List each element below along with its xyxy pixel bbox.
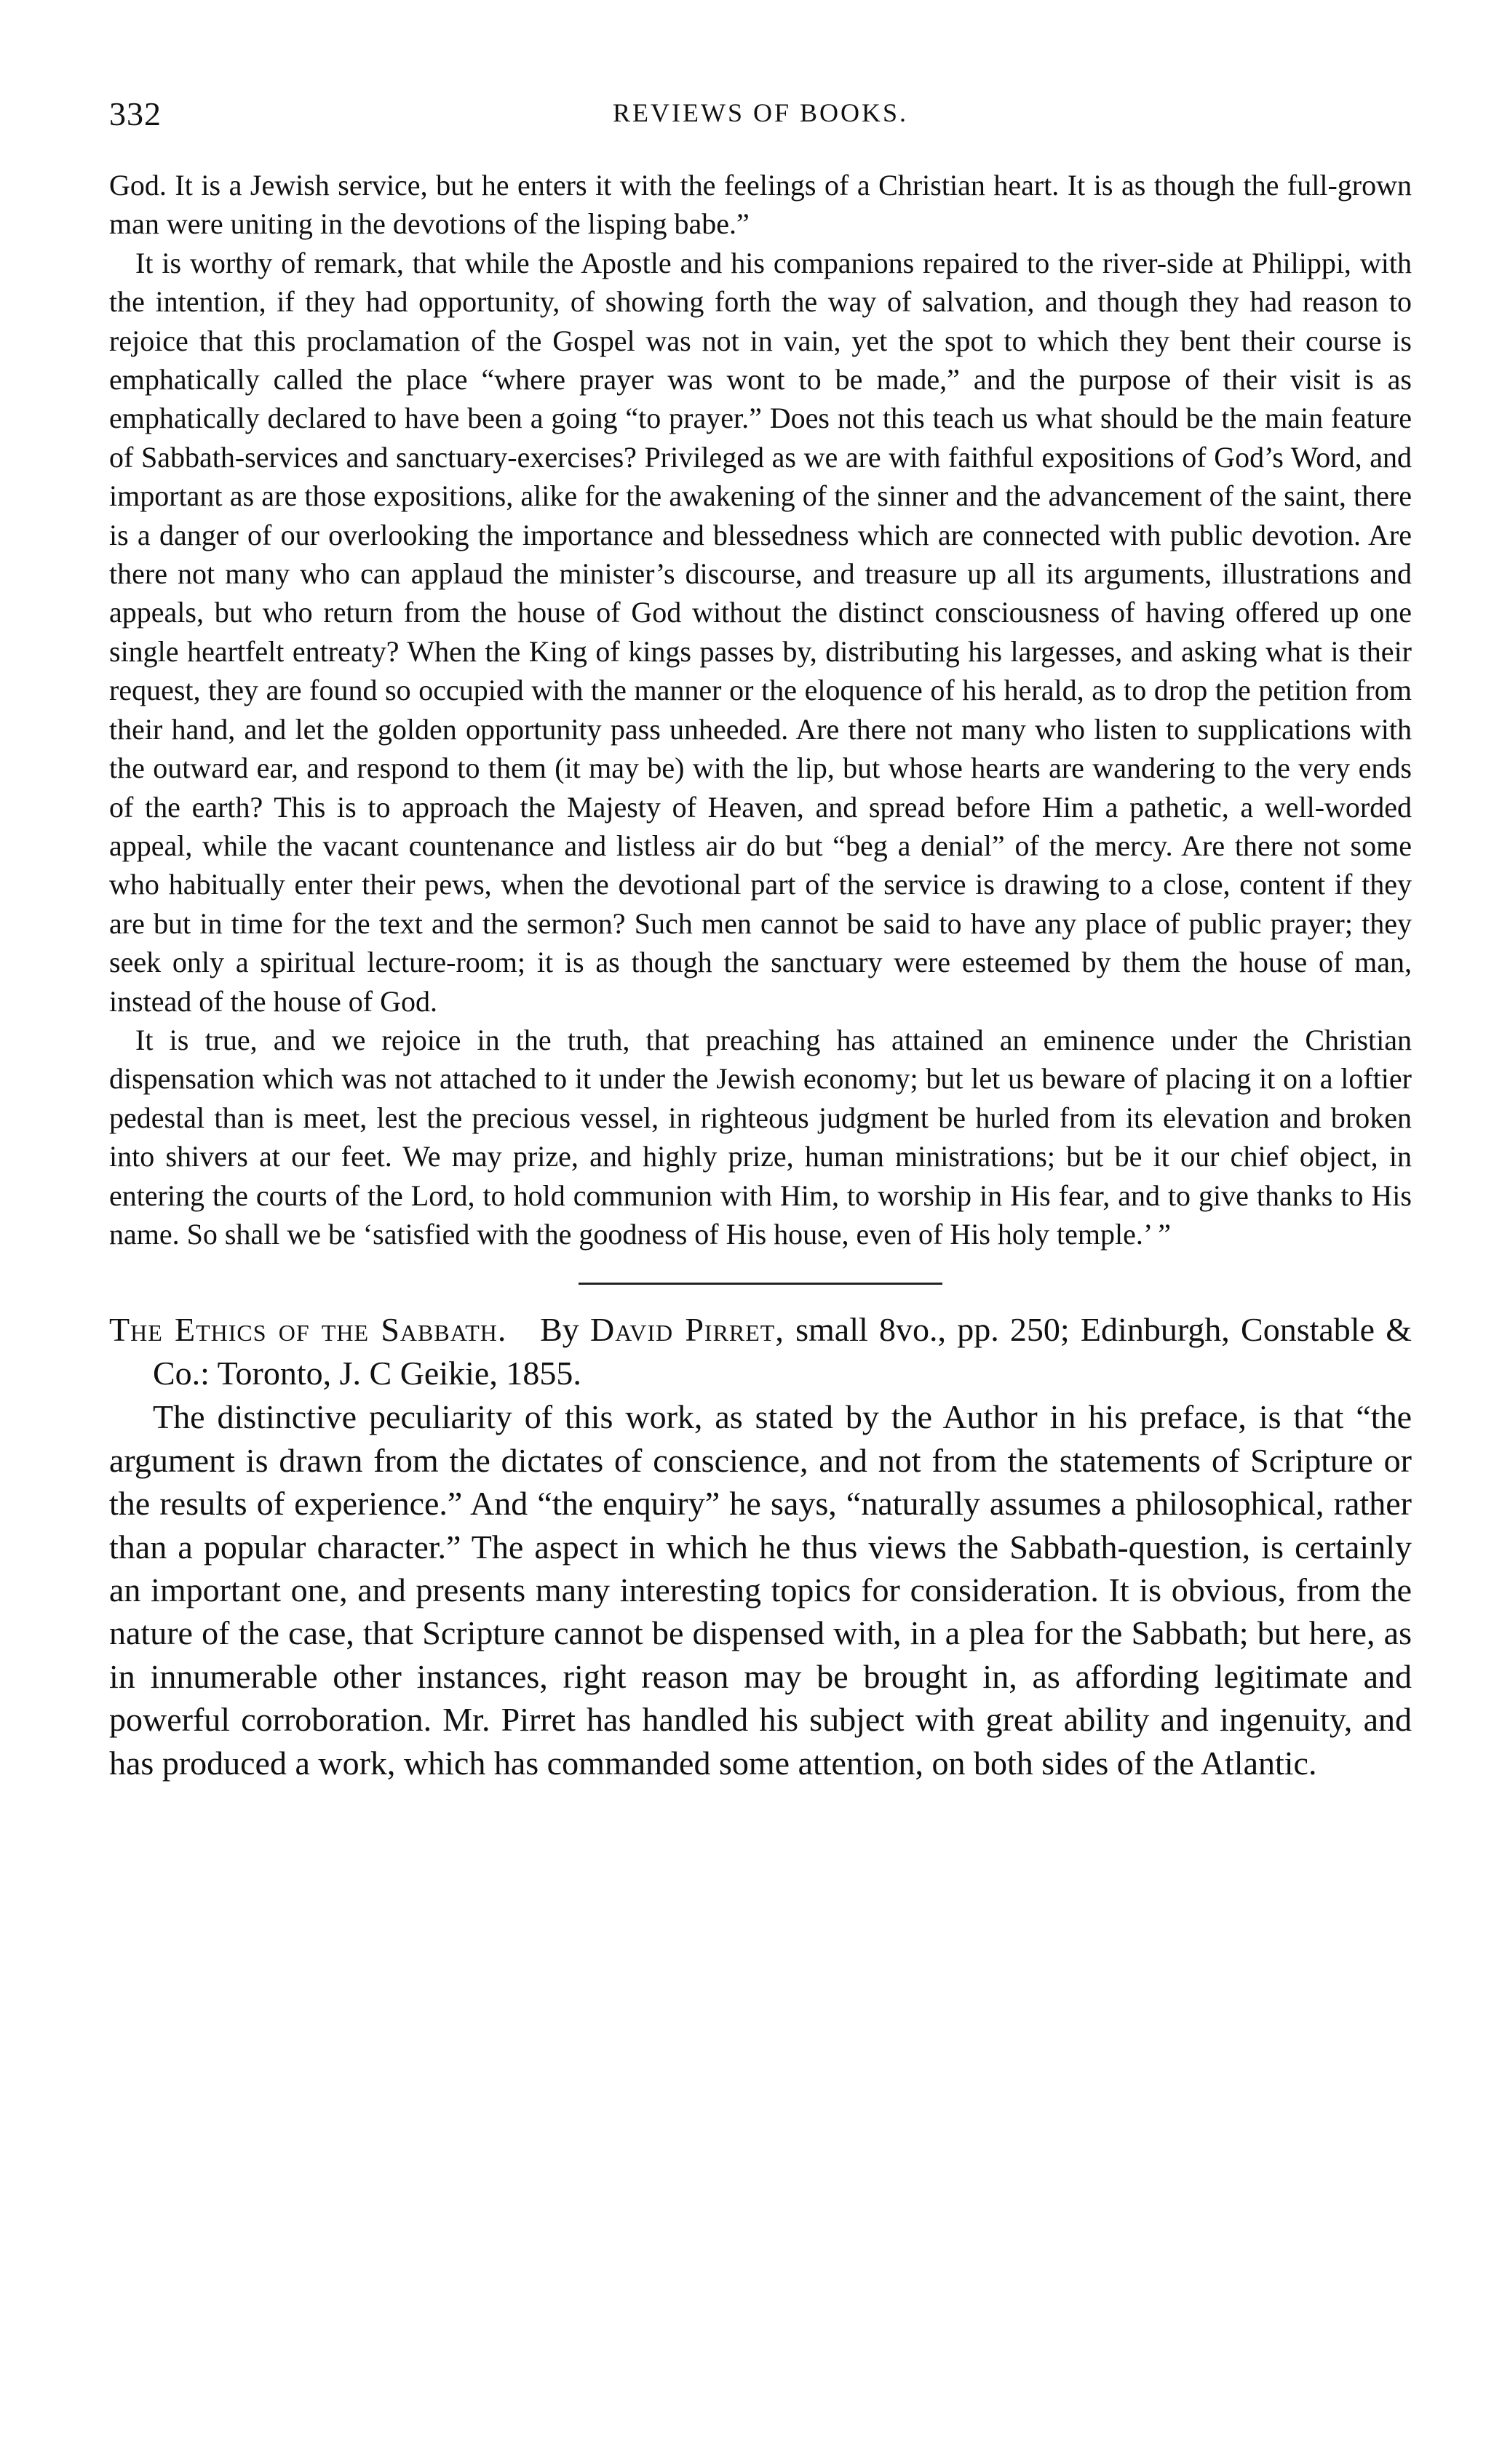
section-divider xyxy=(579,1283,942,1285)
book-author: David Pirret, xyxy=(590,1311,784,1349)
review-heading xyxy=(109,1308,1412,1395)
running-header xyxy=(109,95,1412,138)
quoted-paragraph: It is true, and we rejoice in the truth, that preaching has attained an eminence under the Christian dispensation which was not attached to it under the Jewish economy; but let us beware of placing it on a loftier pedestal than is meet, lest the precious vessel, in righteous judgment be hurled from its elevation and broken into shivers at our feet. We may prize, and highly prize, human ministrations; but be it our chief object, in entering the courts of the Lord, to hold communion with Him, to worship in His fear, and to give thanks to His name. So shall we be ‘satisfied with the goodness of His house, even of His holy temple.’ ” xyxy=(109,1023,1412,1251)
quoted-passage xyxy=(109,166,1412,1253)
quoted-paragraph: It is worthy of remark, that while the Apostle and his companions repaired to the river-side at Philippi, with the intention, if they had opportunity, of showing forth the way of salvation, and though they had reason to rejoice that this proclamation of the Gospel was not in vain, yet the spot to which they bent their course is emphatically called the place “where prayer was wont to be made,” and the purpose of their visit is as emphatically declared to have been a going “to prayer.” Does not this teach us what should be the main feature of Sabbath-services and sanctuary-exercises? Privileged as we are with faithful expositions of God’s Word, and important as are those expositions, alike for the awakening of the sinner and the advancement of the saint, there is a danger of our overlooking the importance and blessedness which are connected with public devotion. Are there not many who can applaud the minister’s discourse, and treasure up all its arguments, illustrations and appeals, but who return from the house of God without the distinct consciousness of having offered up one single heartfelt entreaty? When the King of kings passes by, distributing his largesses, and asking what is their request, they are found so occupied with the manner or the eloquence of his herald, as to drop the petition from their hand, and let the golden opportunity pass unheeded. Are there not many who listen to supplications with the outward ear, and respond to them (it may be) with the lip, but whose hearts are wandering to the very ends of the earth? This is to approach the Majesty of Heaven, and spread before Him a pathetic, a well-worded appeal, while the vacant countenance and listless air do but “beg a denial” of the mercy. Are there not some who habitually enter their pews, when the devotional part of the service is drawing to a close, content if they are but in time for the text and the sermon? Such men cannot be said to have any place of public prayer; they seek only a spiritual lecture-room; it is as though the sanctuary were esteemed by them the house of man, instead of the house of God. xyxy=(109,246,1412,1018)
document-page xyxy=(109,95,1412,1785)
page-number: 332 xyxy=(109,95,162,132)
quoted-paragraph: God. It is a Jewish service, but he enters it with the feelings of a Christian heart. It is as though the full-grown man were uniting in the devotions of the lisping babe.” xyxy=(109,169,1412,241)
running-title: REVIEWS OF BOOKS. xyxy=(612,98,909,127)
review-body: The distinctive peculiarity of this work, as stated by the Author in his preface, is that “the argument is drawn from the dictates of conscience, and not from the statements of Scripture or the results of experience.” And “the enquiry” he says, “naturally assumes a philosophical, rather than a popular character.” The aspect in which he thus views the Sabbath-question, is certainly an important one, and presents many interesting topics for consideration. It is obvious, from the nature of the case, that Scripture cannot be dispensed with, in a plea for the Sabbath; but here, as in innumerable other instances, right reason may be brought in, as affording legitimate and powerful corroboration. Mr. Pirret has handled his subject with great ability and ingenuity, and has produced a work, which has commanded some attention, on both sides of the Atlantic. xyxy=(109,1398,1412,1782)
by-label: By xyxy=(540,1311,579,1349)
book-title: The Ethics of the Sabbath. xyxy=(109,1311,507,1349)
publication-details: small 8vo., pp. 250; Edinburgh, Constable & Co.: Toronto, J. C Geikie, 1855. xyxy=(153,1311,1412,1392)
